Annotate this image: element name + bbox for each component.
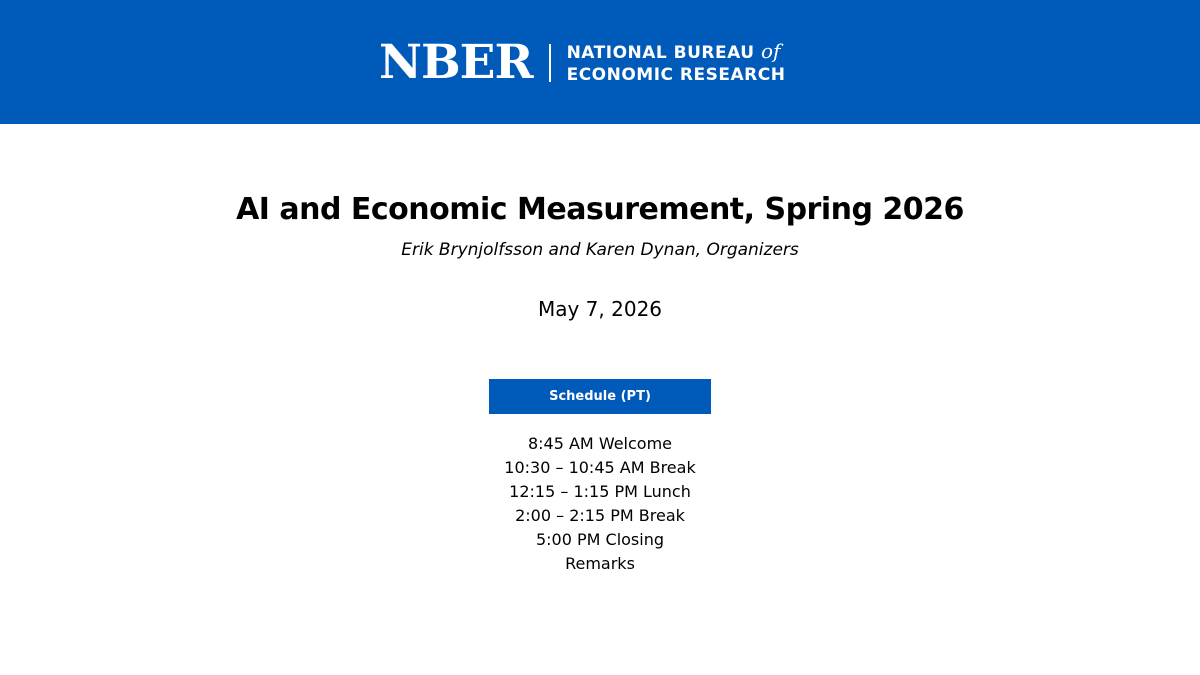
schedule-item: 2:00 – 2:15 PM Break	[515, 506, 685, 525]
schedule-list	[0, 432, 1200, 576]
nber-logo[interactable]	[379, 35, 786, 90]
schedule-item: 12:15 – 1:15 PM Lunch	[509, 482, 691, 501]
schedule-item: 10:30 – 10:45 AM Break	[504, 458, 696, 477]
logo-mark: NBER	[379, 35, 533, 90]
logo-org-name	[567, 40, 786, 86]
schedule-item: Remarks	[565, 554, 635, 573]
schedule-heading	[489, 379, 711, 414]
logo-org-line1-text: NATIONAL BUREAU	[566, 43, 755, 63]
schedule-heading-label: Schedule (PT)	[549, 389, 651, 404]
schedule-item: 8:45 AM Welcome	[527, 434, 673, 453]
logo-org-line1	[567, 40, 786, 64]
logo-org-line2: ECONOMIC RESEARCH	[566, 65, 786, 85]
event-organizers: Erik Brynjolfsson and Karen Dynan, Organizers	[401, 240, 799, 260]
header-banner	[0, 0, 1200, 124]
logo-divider	[549, 44, 551, 82]
event-title: AI and Economic Measurement, Spring 2026	[236, 192, 964, 227]
logo-org-line1-suffix: of	[760, 39, 781, 63]
event-date: May 7, 2026	[537, 297, 663, 321]
schedule-item: 5:00 PM Closing	[535, 530, 665, 549]
